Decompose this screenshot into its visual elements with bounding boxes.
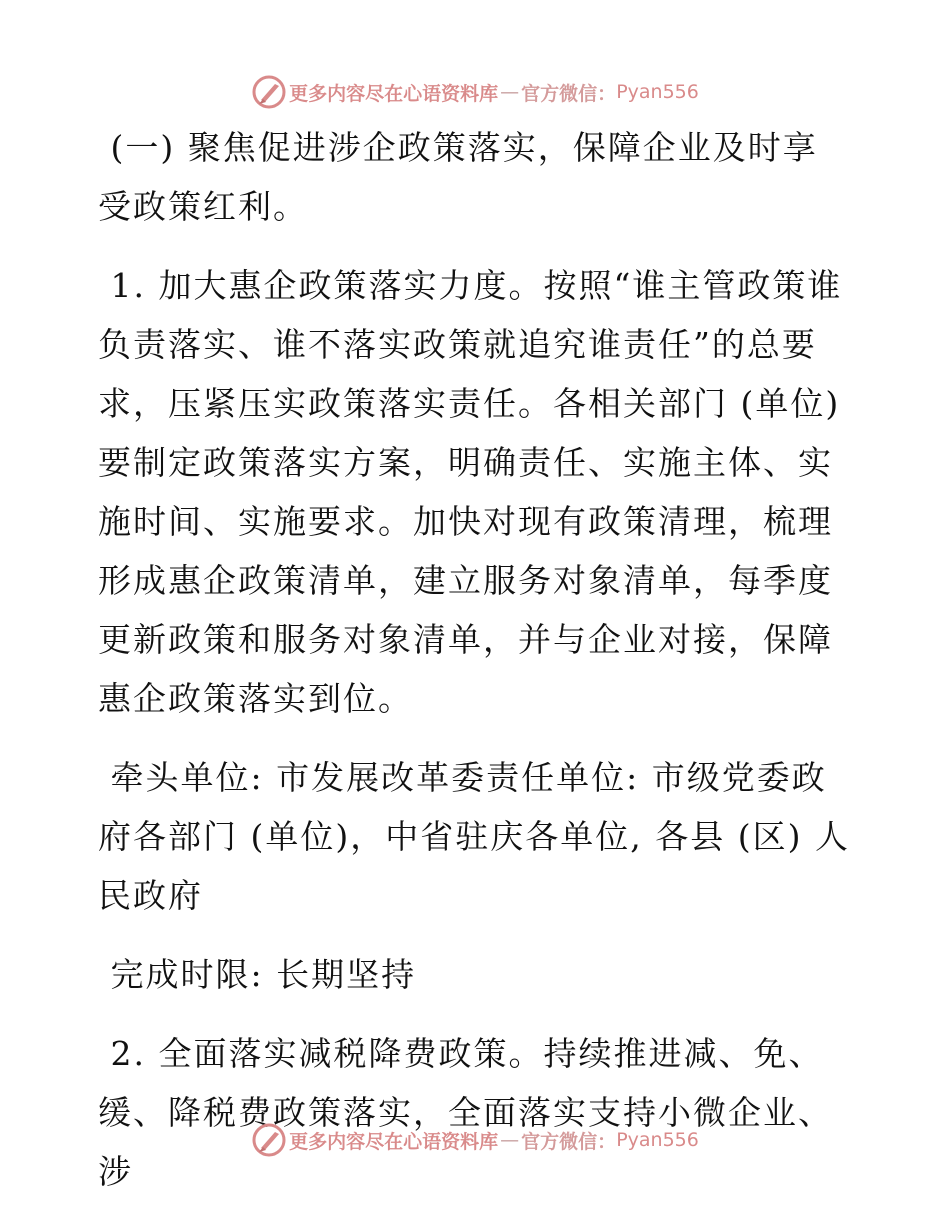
watermark-top: [0, 72, 950, 112]
deadline-paragraph: 完成时限: 长期坚持: [98, 955, 417, 994]
watermark-bottom: [0, 1120, 950, 1160]
item-2-paragraph: 2. 全面落实减税降费政策。持续推进减、免、缓、降税费政策落实，全面落实支持小微企业、涉: [98, 1034, 833, 1191]
lead-unit-paragraph: 牵头单位: 市发展改革委责任单位: 市级党委政府各部门 (单位)，中省驻庆各单位, 各县 (区) 人民政府: [98, 758, 850, 915]
item-1-paragraph: 1. 加大惠企政策落实力度。按照“谁主管政策谁负责落实、谁不落实政策就追究谁责任”的总要求，压紧压实政策落实责任。各相关部门 (单位) 要制定政策落实方案，明确责任、实施主体、实施时间、实施要求。加快对现有政策清理，梳理形成惠企政策清单，建立服务对象清单，每季度更新政策和服务对象清单，并与企业对接，保障惠企政策落实到位。: [98, 266, 853, 718]
watermark-text: 更多内容尽在心语资料库: [289, 82, 499, 105]
watermark-separator: —: [500, 81, 520, 103]
pen-logo-icon: [251, 74, 287, 110]
watermark-wechat-id: Pyan556: [616, 1129, 699, 1151]
watermark-wechat-id: Pyan556: [616, 81, 699, 103]
pen-logo-icon: [251, 1122, 287, 1158]
watermark-wechat-label: 官方微信：: [521, 1130, 617, 1153]
section-heading: (一) 聚焦促进涉企政策落实，保障企业及时享受政策红利。: [98, 128, 818, 226]
watermark-wechat-label: 官方微信：: [521, 82, 617, 105]
document-body: [98, 118, 853, 1201]
watermark-separator: —: [500, 1129, 520, 1151]
watermark-text: 更多内容尽在心语资料库: [289, 1130, 499, 1153]
